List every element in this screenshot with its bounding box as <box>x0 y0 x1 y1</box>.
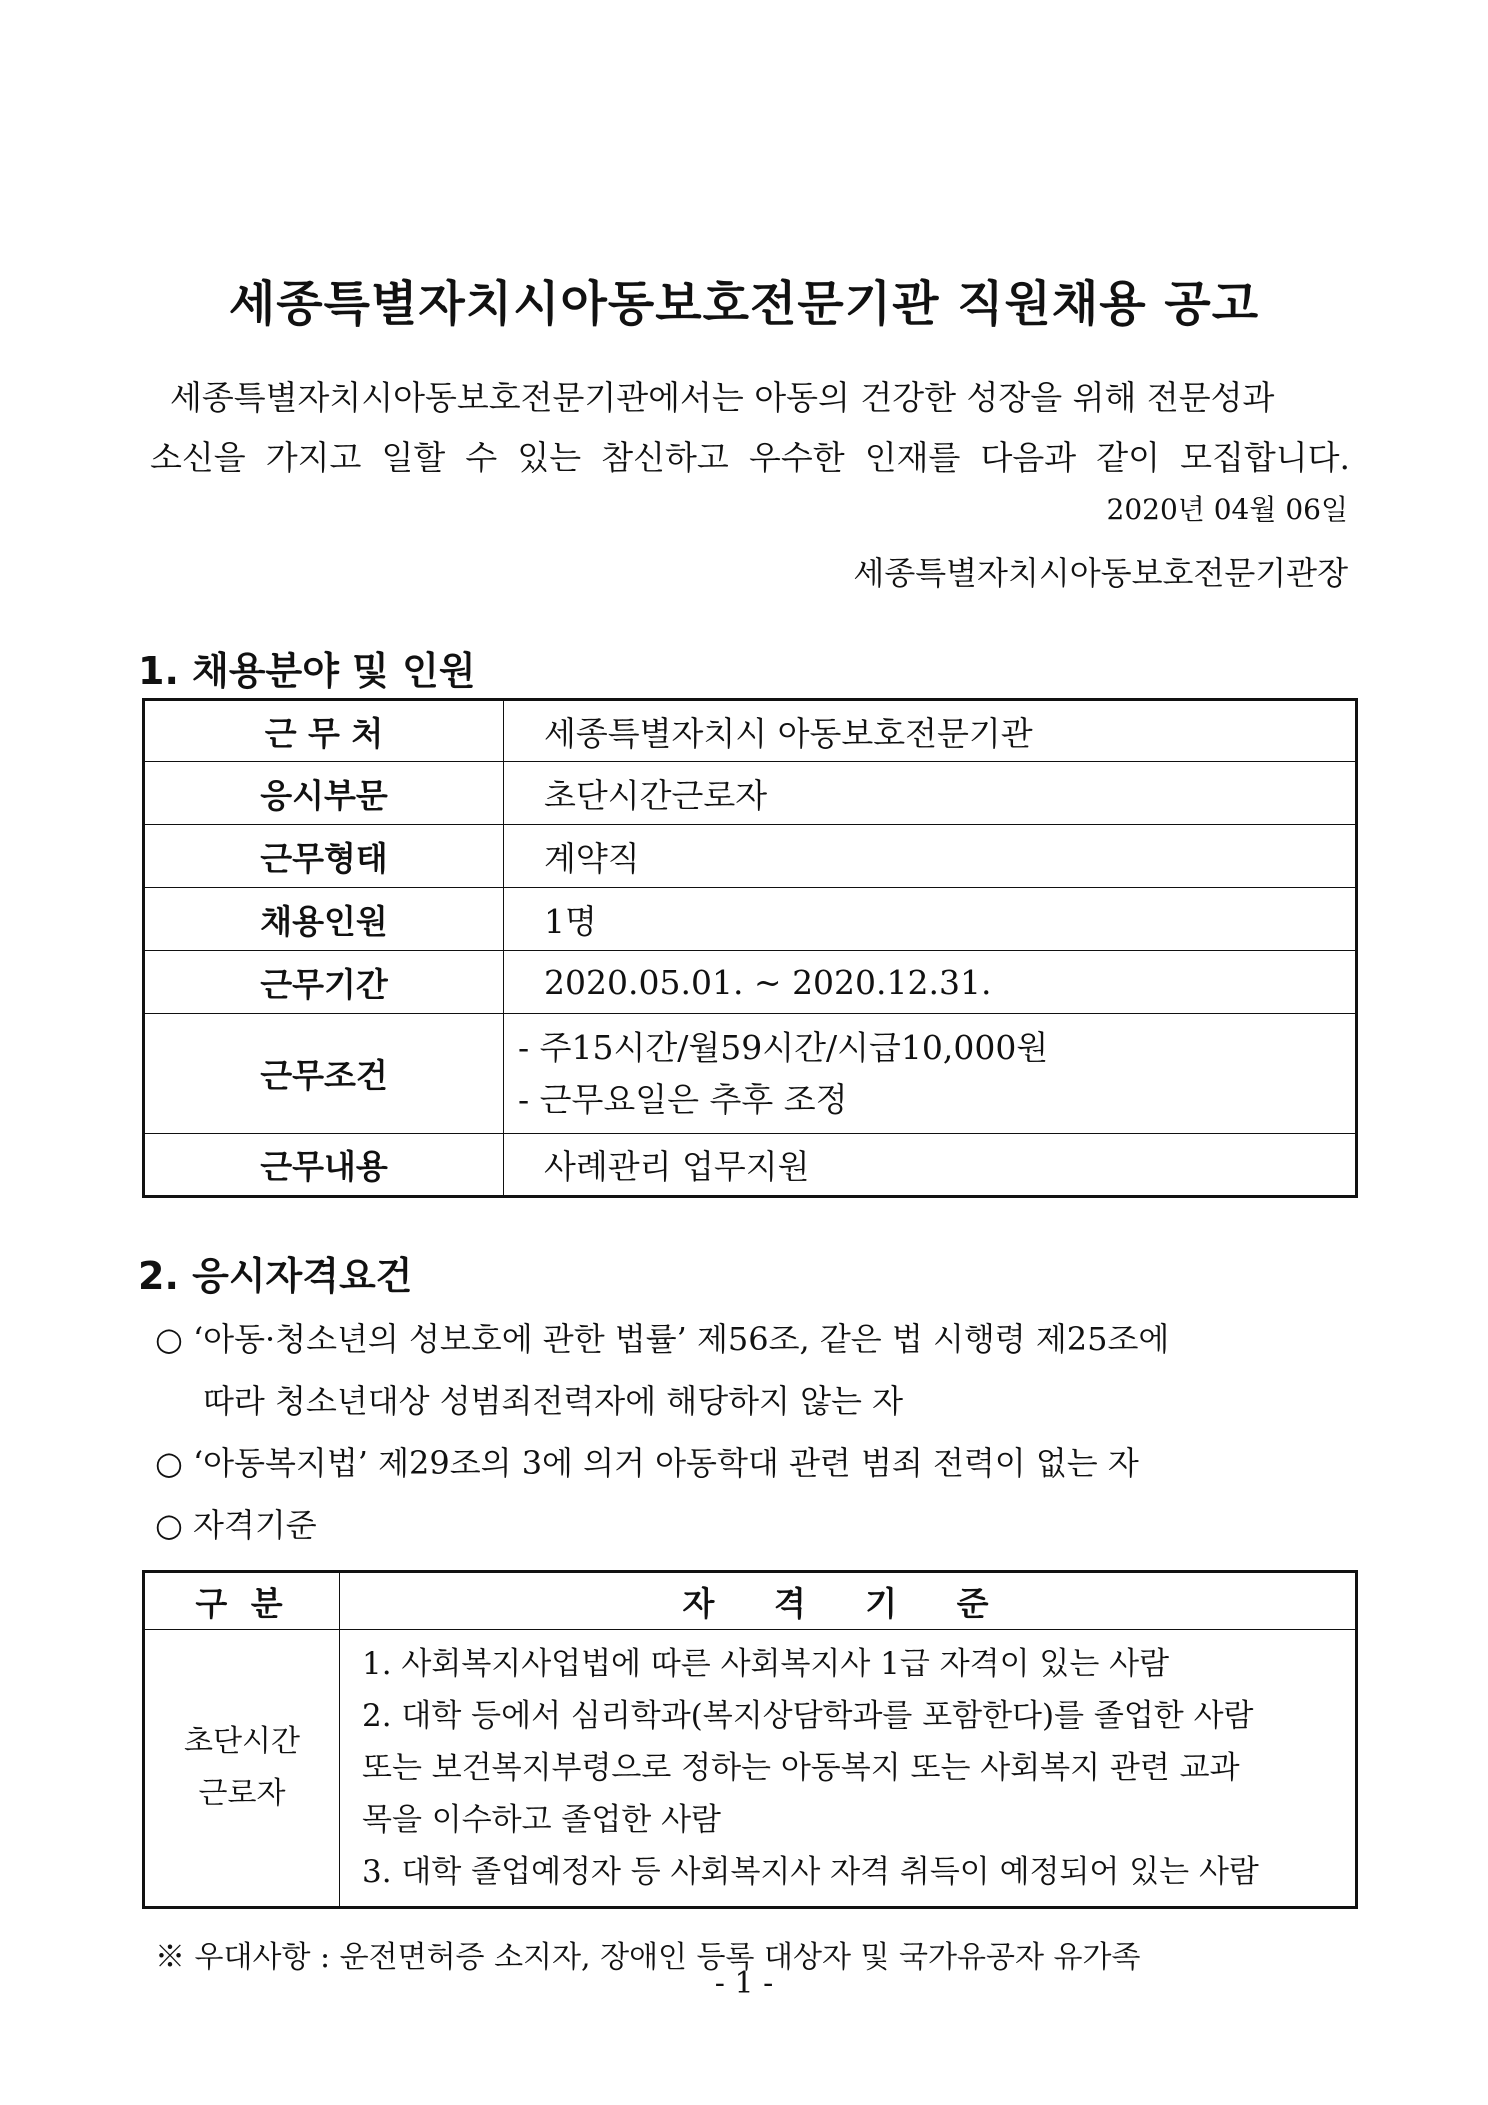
criteria-line: 3. 대학 졸업예정자 등 사회복지사 자격 취득이 예정되어 있는 사람 <box>362 1854 1259 1890</box>
row-value: 계약직 <box>504 825 1357 888</box>
requirement-text: 자격기준 <box>193 1506 317 1544</box>
document-title: 세종특별자치시아동보호전문기관 직원채용 공고 <box>228 276 1260 332</box>
intro-line-1: 세종특별자치시아동보호전문기관에서는 아동의 건강한 성장을 위해 전문성과 <box>170 378 1275 417</box>
row-label: 근무조건 <box>144 1014 504 1134</box>
column-header: 자 격 기 준 <box>340 1572 1357 1630</box>
row-value: 사례관리 업무지원 <box>504 1134 1357 1197</box>
row-label: 근무내용 <box>144 1134 504 1197</box>
condition-line: - 근무요일은 추후 조정 <box>518 1079 848 1119</box>
condition-line: - 주15시간/월59시간/시급10,000원 <box>518 1027 1049 1067</box>
row-value: 초단시간근로자 <box>504 762 1357 825</box>
requirement-text: ‘아동·청소년의 성보호에 관한 법률’ 제56조, 같은 법 시행령 제25조에 <box>193 1320 1170 1358</box>
preference-note: ※ 우대사항 : 운전면허증 소지자, 장애인 등록 대상자 및 국가유공자 유가족 <box>155 1940 1141 1975</box>
circle-bullet-icon: ○ <box>155 1444 183 1482</box>
category-cell <box>144 1630 340 1908</box>
table-row <box>144 1630 1357 1908</box>
row-label: 근무기간 <box>144 951 504 1014</box>
requirement-item <box>155 1432 1355 1494</box>
recruitment-table <box>142 698 1358 1198</box>
requirement-text: ‘아동복지법’ 제29조의 3에 의거 아동학대 관련 범죄 전력이 없는 자 <box>193 1444 1139 1482</box>
announcement-date: 2020년 04월 06일 <box>1106 493 1348 526</box>
row-value: 세종특별자치시 아동보호전문기관 <box>504 700 1357 762</box>
table-row <box>144 1014 1357 1134</box>
row-label: 근무형태 <box>144 825 504 888</box>
intro-paragraph <box>150 368 1350 488</box>
criteria-line: 목을 이수하고 졸업한 사람 <box>362 1802 721 1838</box>
table-header-row <box>144 1572 1357 1630</box>
section-1-heading: 1. 채용분야 및 인원 <box>138 649 476 693</box>
page-number: - 1 - <box>714 1966 774 2001</box>
category-line: 초단시간 <box>184 1724 300 1759</box>
criteria-line: 또는 보건복지부령으로 정하는 아동복지 또는 사회복지 관련 교과 <box>362 1750 1240 1786</box>
table-row <box>144 888 1357 951</box>
section-2-heading: 2. 응시자격요건 <box>138 1254 413 1298</box>
column-header: 구 분 <box>144 1572 340 1630</box>
qualification-table <box>142 1570 1358 1909</box>
row-value <box>504 1014 1357 1134</box>
issuer-name: 세종특별자치시아동보호전문기관장 <box>853 554 1348 592</box>
table-row <box>144 762 1357 825</box>
requirement-item <box>155 1494 1355 1556</box>
criteria-line: 1. 사회복지사업법에 따른 사회복지사 1급 자격이 있는 사람 <box>362 1646 1170 1682</box>
criteria-cell <box>340 1630 1357 1908</box>
table-row <box>144 825 1357 888</box>
criteria-line: 2. 대학 등에서 심리학과(복지상담학과를 포함한다)를 졸업한 사람 <box>362 1698 1254 1734</box>
table-row <box>144 951 1357 1014</box>
intro-line-2: 소신을 가지고 일할 수 있는 참신하고 우수한 인재를 다음과 같이 모집합니다. <box>150 438 1350 477</box>
row-label: 근 무 처 <box>144 700 504 762</box>
circle-bullet-icon: ○ <box>155 1320 183 1358</box>
table-row <box>144 700 1357 762</box>
row-value: 1명 <box>504 888 1357 951</box>
row-value: 2020.05.01. ~ 2020.12.31. <box>504 951 1357 1014</box>
category-line: 근로자 <box>198 1776 286 1811</box>
table-row <box>144 1134 1357 1197</box>
row-label: 응시부문 <box>144 762 504 825</box>
circle-bullet-icon: ○ <box>155 1506 183 1544</box>
requirement-item <box>155 1308 1355 1432</box>
row-label: 채용인원 <box>144 888 504 951</box>
requirement-text-continued: 따라 청소년대상 성범죄전력자에 해당하지 않는 자 <box>203 1382 904 1420</box>
